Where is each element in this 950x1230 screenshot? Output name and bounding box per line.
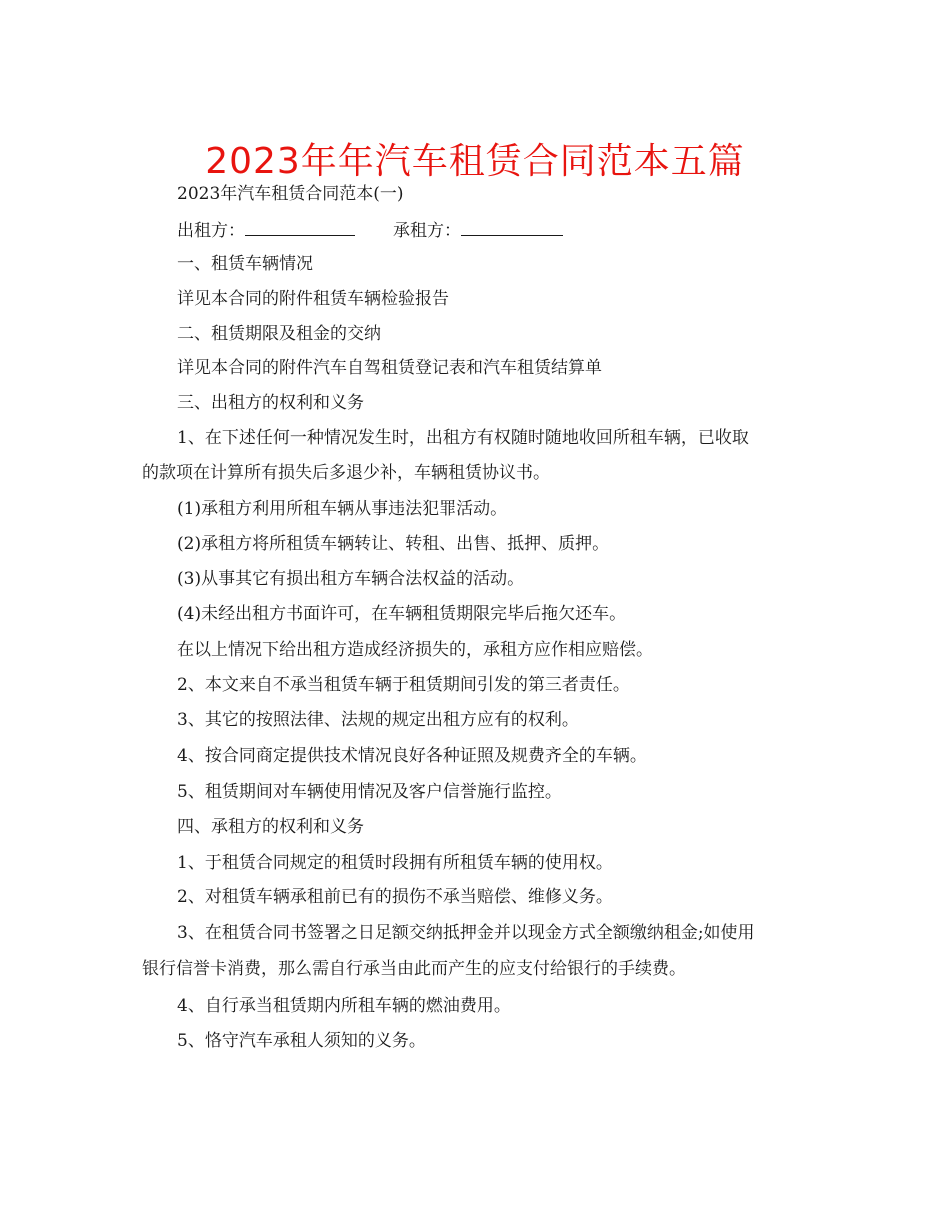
paragraph-line: 详见本合同的附件租赁车辆检验报告: [177, 289, 449, 309]
paragraph-line: 在以上情况下给出租方造成经济损失的，承租方应作相应赔偿。: [177, 640, 653, 660]
paragraph-line: (4)未经出租方书面许可，在车辆租赁期限完毕后拖欠还车。: [177, 604, 627, 624]
paragraph-line: 4、自行承当租赁期内所租车辆的燃油费用。: [177, 996, 511, 1016]
paragraph-line: 4、按合同商定提供技术情况良好各种证照及规费齐全的车辆。: [177, 746, 647, 766]
section-heading: 一、租赁车辆情况: [177, 254, 313, 274]
paragraph-line: 5、恪守汽车承租人须知的义务。: [177, 1031, 426, 1051]
parties-line: [177, 219, 563, 241]
paragraph-line: 1、在下述任何一种情况发生时，出租方有权随时随地收回所租车辆，已收取: [177, 428, 749, 448]
lessee-label: 承租方：: [393, 221, 461, 241]
paragraph-line: 2、对租赁车辆承租前已有的损伤不承当赔偿、维修义务。: [177, 887, 613, 907]
paragraph-line: 3、其它的按照法律、法规的规定出租方应有的权利。: [177, 710, 579, 730]
paragraph-line: 5、租赁期间对车辆使用情况及客户信誉施行监控。: [177, 782, 562, 802]
lessor-blank: [245, 219, 355, 236]
paragraph-line: 1、于租赁合同规定的租赁时段拥有所租赁车辆的使用权。: [177, 853, 613, 873]
lessee-blank: [461, 219, 563, 236]
paragraph-line: 详见本合同的附件汽车自驾租赁登记表和汽车租赁结算单: [177, 358, 602, 378]
paragraph-line: 的款项在计算所有损失后多退少补，车辆租赁协议书。: [142, 463, 550, 483]
document-title: 2023年年汽车租赁合同范本五篇: [205, 141, 745, 182]
lessor-label: 出租方：: [177, 221, 245, 241]
paragraph-line: (1)承租方利用所租车辆从事违法犯罪活动。: [177, 499, 508, 519]
paragraph-line: 3、在租赁合同书签署之日足额交纳抵押金并以现金方式全额缴纳租金;如使用: [177, 923, 755, 943]
paragraph-line: 2、本文来自不承当租赁车辆于租赁期间引发的第三者责任。: [177, 675, 630, 695]
contract-subtitle: 2023年汽车租赁合同范本(一): [177, 184, 404, 204]
section-heading: 三、出租方的权利和义务: [177, 393, 364, 413]
section-heading: 二、租赁期限及租金的交纳: [177, 324, 381, 344]
paragraph-line: 银行信誉卡消费，那么需自行承当由此而产生的应支付给银行的手续费。: [142, 959, 686, 979]
paragraph-line: (2)承租方将所租赁车辆转让、转租、出售、抵押、质押。: [177, 534, 610, 554]
paragraph-line: (3)从事其它有损出租方车辆合法权益的活动。: [177, 569, 525, 589]
section-heading: 四、承租方的权利和义务: [177, 817, 364, 837]
